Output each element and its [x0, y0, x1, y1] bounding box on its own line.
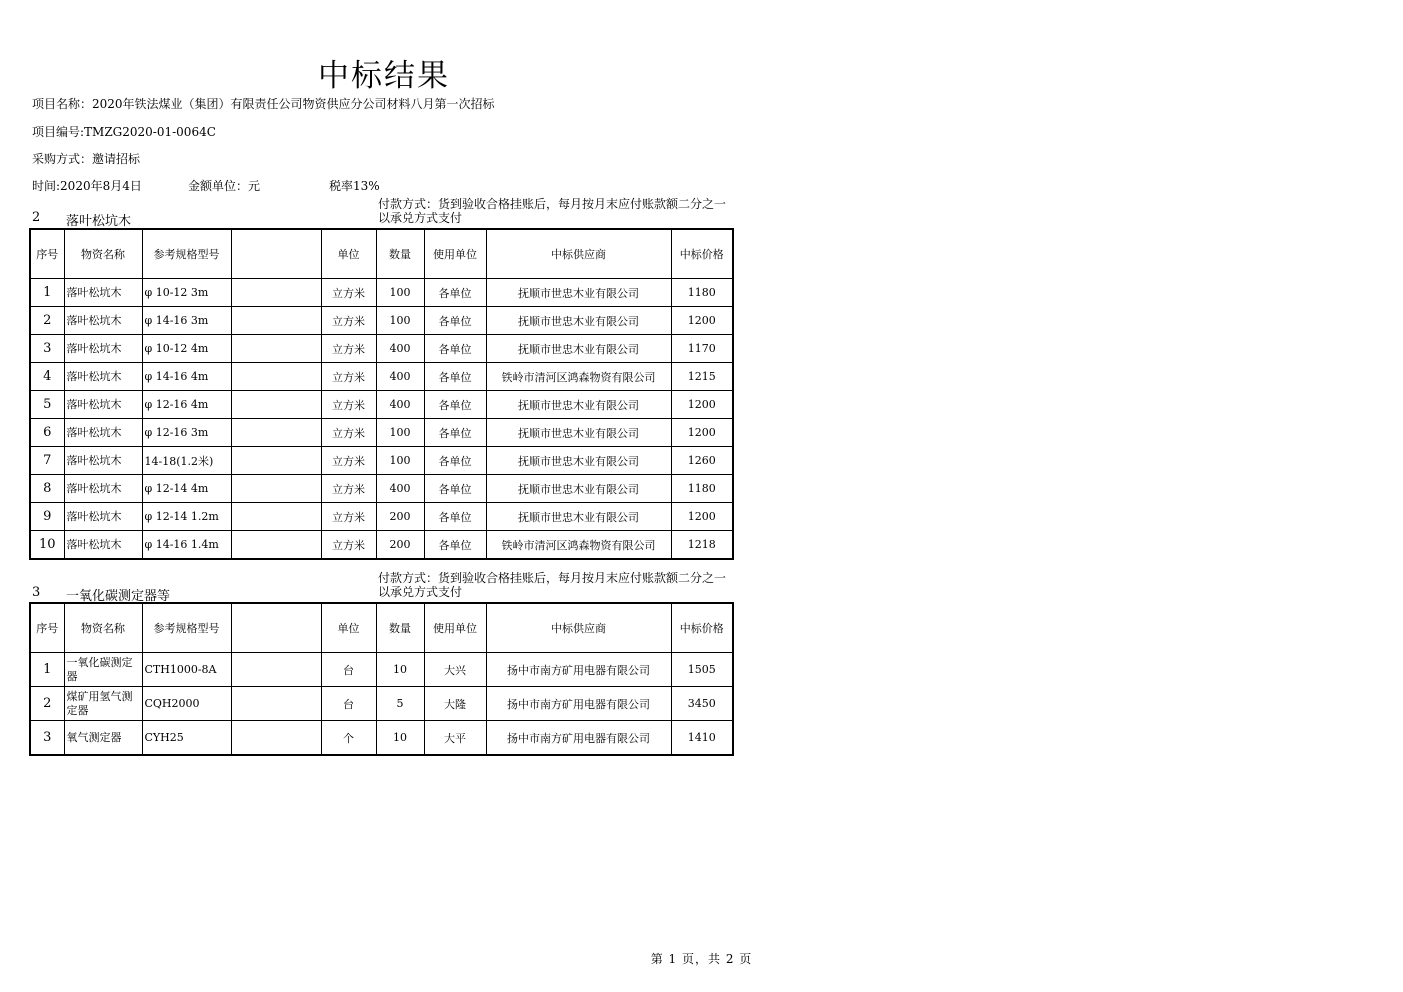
- spec-cell: CTH1000-8A: [142, 653, 231, 687]
- price-cell: 1410: [671, 721, 733, 756]
- quantity-cell: 5: [376, 687, 424, 721]
- supplier-cell: 抚顺市世忠木业有限公司: [486, 307, 671, 335]
- column-header: [231, 229, 321, 279]
- item-name-cell: 落叶松坑木: [64, 447, 142, 475]
- table-row: [30, 721, 733, 756]
- item-name-cell: 落叶松坑木: [64, 279, 142, 307]
- unit-cell: 台: [321, 653, 376, 687]
- using-dept-cell: 各单位: [424, 419, 486, 447]
- table-row: [30, 653, 733, 687]
- item-name-cell: 落叶松坑木: [64, 503, 142, 531]
- column-header: 使用单位: [424, 229, 486, 279]
- spec-cell: 14-18(1.2米): [142, 447, 231, 475]
- spec-cell: φ 10-12 3m: [142, 279, 231, 307]
- quantity-cell: 400: [376, 335, 424, 363]
- unit-cell: 立方米: [321, 391, 376, 419]
- price-cell: 1180: [671, 279, 733, 307]
- price-cell: 1215: [671, 363, 733, 391]
- quantity-cell: 400: [376, 363, 424, 391]
- item-name-cell: 落叶松坑木: [64, 475, 142, 503]
- spec-cell: φ 14-16 1.4m: [142, 531, 231, 560]
- supplier-cell: 铁岭市清河区鸿森物资有限公司: [486, 363, 671, 391]
- spec-cell: φ 12-16 3m: [142, 419, 231, 447]
- quantity-cell: 100: [376, 419, 424, 447]
- seq-cell: 5: [30, 391, 64, 419]
- project-number: 项目编号:TMZG2020-01-0064C: [32, 125, 216, 139]
- spec-cell: φ 12-16 4m: [142, 391, 231, 419]
- seq-cell: 2: [30, 307, 64, 335]
- supplier-cell: 抚顺市世忠木业有限公司: [486, 335, 671, 363]
- supplier-cell: 扬中市南方矿用电器有限公司: [486, 687, 671, 721]
- supplier-cell: 铁岭市清河区鸿森物资有限公司: [486, 531, 671, 560]
- item-name-cell: 落叶松坑木: [64, 307, 142, 335]
- unit-cell: 立方米: [321, 279, 376, 307]
- table-header-row: [30, 603, 733, 653]
- blank-cell: [231, 503, 321, 531]
- table-row: [30, 363, 733, 391]
- blank-cell: [231, 447, 321, 475]
- table-row: [30, 419, 733, 447]
- seq-cell: 10: [30, 531, 64, 560]
- page-footer: 第 1 页，共 2 页: [650, 952, 753, 966]
- unit-cell: 立方米: [321, 307, 376, 335]
- column-header: 物资名称: [64, 603, 142, 653]
- quantity-cell: 100: [376, 307, 424, 335]
- item-name-cell: 煤矿用氢气测定器: [64, 687, 142, 721]
- price-cell: 1200: [671, 391, 733, 419]
- quantity-cell: 400: [376, 475, 424, 503]
- column-header: 参考规格型号: [142, 229, 231, 279]
- table-row: [30, 503, 733, 531]
- blank-cell: [231, 391, 321, 419]
- using-dept-cell: 各单位: [424, 503, 486, 531]
- table-row: [30, 391, 733, 419]
- spec-cell: φ 14-16 3m: [142, 307, 231, 335]
- section-name: 一氧化碳测定器等: [66, 589, 171, 604]
- price-cell: 3450: [671, 687, 733, 721]
- using-dept-cell: 大隆: [424, 687, 486, 721]
- blank-cell: [231, 653, 321, 687]
- column-header: 单位: [321, 603, 376, 653]
- unit-cell: 立方米: [321, 531, 376, 560]
- spec-cell: φ 14-16 4m: [142, 363, 231, 391]
- unit-cell: 个: [321, 721, 376, 756]
- seq-cell: 1: [30, 653, 64, 687]
- item-name-cell: 落叶松坑木: [64, 419, 142, 447]
- item-name-cell: 落叶松坑木: [64, 391, 142, 419]
- purchase-method: 采购方式：邀请招标: [32, 152, 141, 166]
- blank-cell: [231, 307, 321, 335]
- spec-cell: CQH2000: [142, 687, 231, 721]
- seq-cell: 9: [30, 503, 64, 531]
- seq-cell: 3: [30, 721, 64, 756]
- unit-cell: 立方米: [321, 363, 376, 391]
- using-dept-cell: 各单位: [424, 475, 486, 503]
- table-row: [30, 335, 733, 363]
- supplier-cell: 抚顺市世忠木业有限公司: [486, 475, 671, 503]
- spec-cell: φ 12-14 4m: [142, 475, 231, 503]
- payment-terms: 付款方式：货到验收合格挂账后，每月按月末应付账款额二分之一以承兑方式支付: [378, 197, 727, 225]
- supplier-cell: 抚顺市世忠木业有限公司: [486, 279, 671, 307]
- blank-cell: [231, 335, 321, 363]
- using-dept-cell: 各单位: [424, 391, 486, 419]
- column-header: [231, 603, 321, 653]
- blank-cell: [231, 419, 321, 447]
- section-number: 2: [32, 210, 41, 225]
- quantity-cell: 400: [376, 391, 424, 419]
- spec-cell: CYH25: [142, 721, 231, 756]
- table-row: [30, 307, 733, 335]
- blank-cell: [231, 363, 321, 391]
- table-row: [30, 531, 733, 560]
- column-header: 中标供应商: [486, 229, 671, 279]
- quantity-cell: 100: [376, 447, 424, 475]
- table-header-row: [30, 229, 733, 279]
- table-row: [30, 447, 733, 475]
- quantity-cell: 100: [376, 279, 424, 307]
- column-header: 数量: [376, 229, 424, 279]
- column-header: 单位: [321, 229, 376, 279]
- using-dept-cell: 各单位: [424, 447, 486, 475]
- blank-cell: [231, 687, 321, 721]
- quantity-cell: 10: [376, 653, 424, 687]
- using-dept-cell: 各单位: [424, 279, 486, 307]
- unit-cell: 立方米: [321, 503, 376, 531]
- section-name: 落叶松坑木: [66, 214, 132, 229]
- price-cell: 1200: [671, 503, 733, 531]
- supplier-cell: 抚顺市世忠木业有限公司: [486, 419, 671, 447]
- item-name-cell: 落叶松坑木: [64, 531, 142, 560]
- using-dept-cell: 各单位: [424, 335, 486, 363]
- blank-cell: [231, 531, 321, 560]
- price-cell: 1218: [671, 531, 733, 560]
- spec-cell: φ 12-14 1.2m: [142, 503, 231, 531]
- seq-cell: 7: [30, 447, 64, 475]
- using-dept-cell: 大平: [424, 721, 486, 756]
- bid-table: [29, 602, 734, 756]
- unit-cell: 立方米: [321, 447, 376, 475]
- price-cell: 1260: [671, 447, 733, 475]
- spec-cell: φ 10-12 4m: [142, 335, 231, 363]
- seq-cell: 3: [30, 335, 64, 363]
- column-header: 序号: [30, 603, 64, 653]
- quantity-cell: 10: [376, 721, 424, 756]
- item-name-cell: 一氧化碳测定器: [64, 653, 142, 687]
- using-dept-cell: 各单位: [424, 307, 486, 335]
- section-number: 3: [32, 585, 41, 600]
- item-name-cell: 落叶松坑木: [64, 363, 142, 391]
- quantity-cell: 200: [376, 531, 424, 560]
- blank-cell: [231, 279, 321, 307]
- unit-cell: 立方米: [321, 335, 376, 363]
- unit-cell: 立方米: [321, 419, 376, 447]
- quantity-cell: 200: [376, 503, 424, 531]
- price-cell: 1200: [671, 419, 733, 447]
- seq-cell: 1: [30, 279, 64, 307]
- column-header: 物资名称: [64, 229, 142, 279]
- table-row: [30, 279, 733, 307]
- seq-cell: 4: [30, 363, 64, 391]
- using-dept-cell: 各单位: [424, 363, 486, 391]
- payment-terms: 付款方式：货到验收合格挂账后，每月按月末应付账款额二分之一以承兑方式支付: [378, 571, 727, 599]
- column-header: 中标价格: [671, 603, 733, 653]
- column-header: 序号: [30, 229, 64, 279]
- column-header: 中标供应商: [486, 603, 671, 653]
- blank-cell: [231, 475, 321, 503]
- column-header: 参考规格型号: [142, 603, 231, 653]
- supplier-cell: 抚顺市世忠木业有限公司: [486, 503, 671, 531]
- using-dept-cell: 各单位: [424, 531, 486, 560]
- unit-cell: 立方米: [321, 475, 376, 503]
- table-row: [30, 475, 733, 503]
- supplier-cell: 抚顺市世忠木业有限公司: [486, 447, 671, 475]
- supplier-cell: 扬中市南方矿用电器有限公司: [486, 721, 671, 756]
- item-name-cell: 氧气测定器: [64, 721, 142, 756]
- seq-cell: 2: [30, 687, 64, 721]
- supplier-cell: 扬中市南方矿用电器有限公司: [486, 653, 671, 687]
- column-header: 数量: [376, 603, 424, 653]
- using-dept-cell: 大兴: [424, 653, 486, 687]
- item-name-cell: 落叶松坑木: [64, 335, 142, 363]
- bid-time: 时间:2020年8月4日: [32, 179, 142, 193]
- price-cell: 1170: [671, 335, 733, 363]
- price-cell: 1200: [671, 307, 733, 335]
- column-header: 中标价格: [671, 229, 733, 279]
- tax-rate: 税率13%: [329, 179, 380, 193]
- blank-cell: [231, 721, 321, 756]
- unit-cell: 台: [321, 687, 376, 721]
- supplier-cell: 抚顺市世忠木业有限公司: [486, 391, 671, 419]
- price-cell: 1505: [671, 653, 733, 687]
- column-header: 使用单位: [424, 603, 486, 653]
- table-row: [30, 687, 733, 721]
- price-cell: 1180: [671, 475, 733, 503]
- amount-unit: 金额单位：元: [188, 179, 261, 193]
- project-name: 项目名称：2020年铁法煤业（集团）有限责任公司物资供应分公司材料八月第一次招标: [32, 97, 495, 111]
- page-title: 中标结果: [318, 58, 450, 94]
- bid-table: [29, 228, 734, 560]
- seq-cell: 8: [30, 475, 64, 503]
- seq-cell: 6: [30, 419, 64, 447]
